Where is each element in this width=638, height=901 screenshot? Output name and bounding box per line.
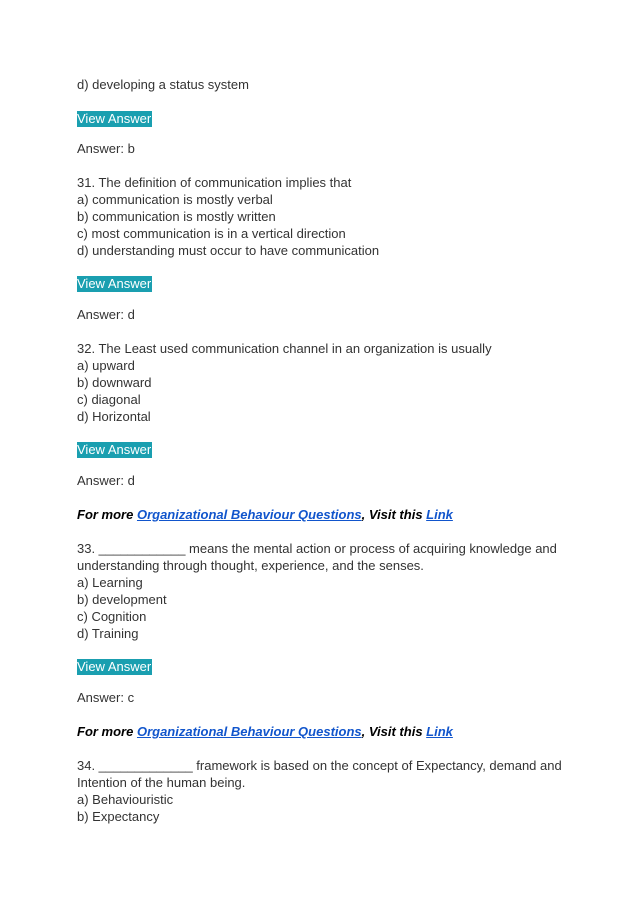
q33-question-line-1: 33. ____________ means the mental action or process of acquiring knowledge and: [77, 541, 557, 556]
q31-option-b: b) communication is mostly written: [77, 209, 276, 224]
q31-question: 31. The definition of communication implies that: [77, 175, 352, 190]
q32-question: 32. The Least used communication channel in an organization is usually: [77, 341, 492, 356]
promo-middle: , Visit this: [361, 507, 427, 522]
q34-question-line-2: Intention of the human being.: [77, 775, 246, 790]
view-answer-button-q32[interactable]: View Answer: [77, 442, 152, 457]
q34-option-a: a) Behaviouristic: [77, 792, 174, 807]
q34-question-line-1: 34. _____________ framework is based on the concept of Expectancy, demand and: [77, 758, 562, 773]
organizational-behaviour-questions-link[interactable]: Organizational Behaviour Questions: [136, 507, 362, 522]
promo-line-1: [77, 506, 453, 523]
promo-prefix: For more: [77, 724, 137, 739]
q33-option-d: d) Training: [77, 626, 139, 641]
view-answer-button-q30[interactable]: View Answer: [77, 111, 152, 126]
view-answer-button-q31[interactable]: View Answer: [77, 276, 152, 291]
q33-option-b: b) development: [77, 592, 167, 607]
q33-answer: Answer: c: [77, 690, 135, 705]
view-answer-button-q33[interactable]: View Answer: [77, 659, 152, 674]
q32-option-d: d) Horizontal: [77, 409, 151, 424]
q31-answer: Answer: d: [77, 307, 135, 322]
q30-option-d: d) developing a status system: [77, 77, 249, 92]
promo-middle: , Visit this: [361, 724, 427, 739]
q32-answer: Answer: d: [77, 473, 135, 488]
q34-option-b: b) Expectancy: [77, 809, 160, 824]
q31-option-d: d) understanding must occur to have communication: [77, 243, 380, 258]
q32-option-c: c) diagonal: [77, 392, 141, 407]
q31-option-a: a) communication is mostly verbal: [77, 192, 273, 207]
visit-link[interactable]: Link: [426, 724, 453, 739]
promo-line-2: [77, 723, 453, 740]
q32-option-b: b) downward: [77, 375, 152, 390]
q33-option-a: a) Learning: [77, 575, 143, 590]
q30-answer: Answer: b: [77, 141, 135, 156]
q31-option-c: c) most communication is in a vertical direction: [77, 226, 346, 241]
q33-option-c: c) Cognition: [77, 609, 147, 624]
q32-option-a: a) upward: [77, 358, 135, 373]
organizational-behaviour-questions-link[interactable]: Organizational Behaviour Questions: [136, 724, 362, 739]
visit-link[interactable]: Link: [426, 507, 453, 522]
promo-prefix: For more: [77, 507, 137, 522]
q33-question-line-2: understanding through thought, experience, and the senses.: [77, 558, 424, 573]
